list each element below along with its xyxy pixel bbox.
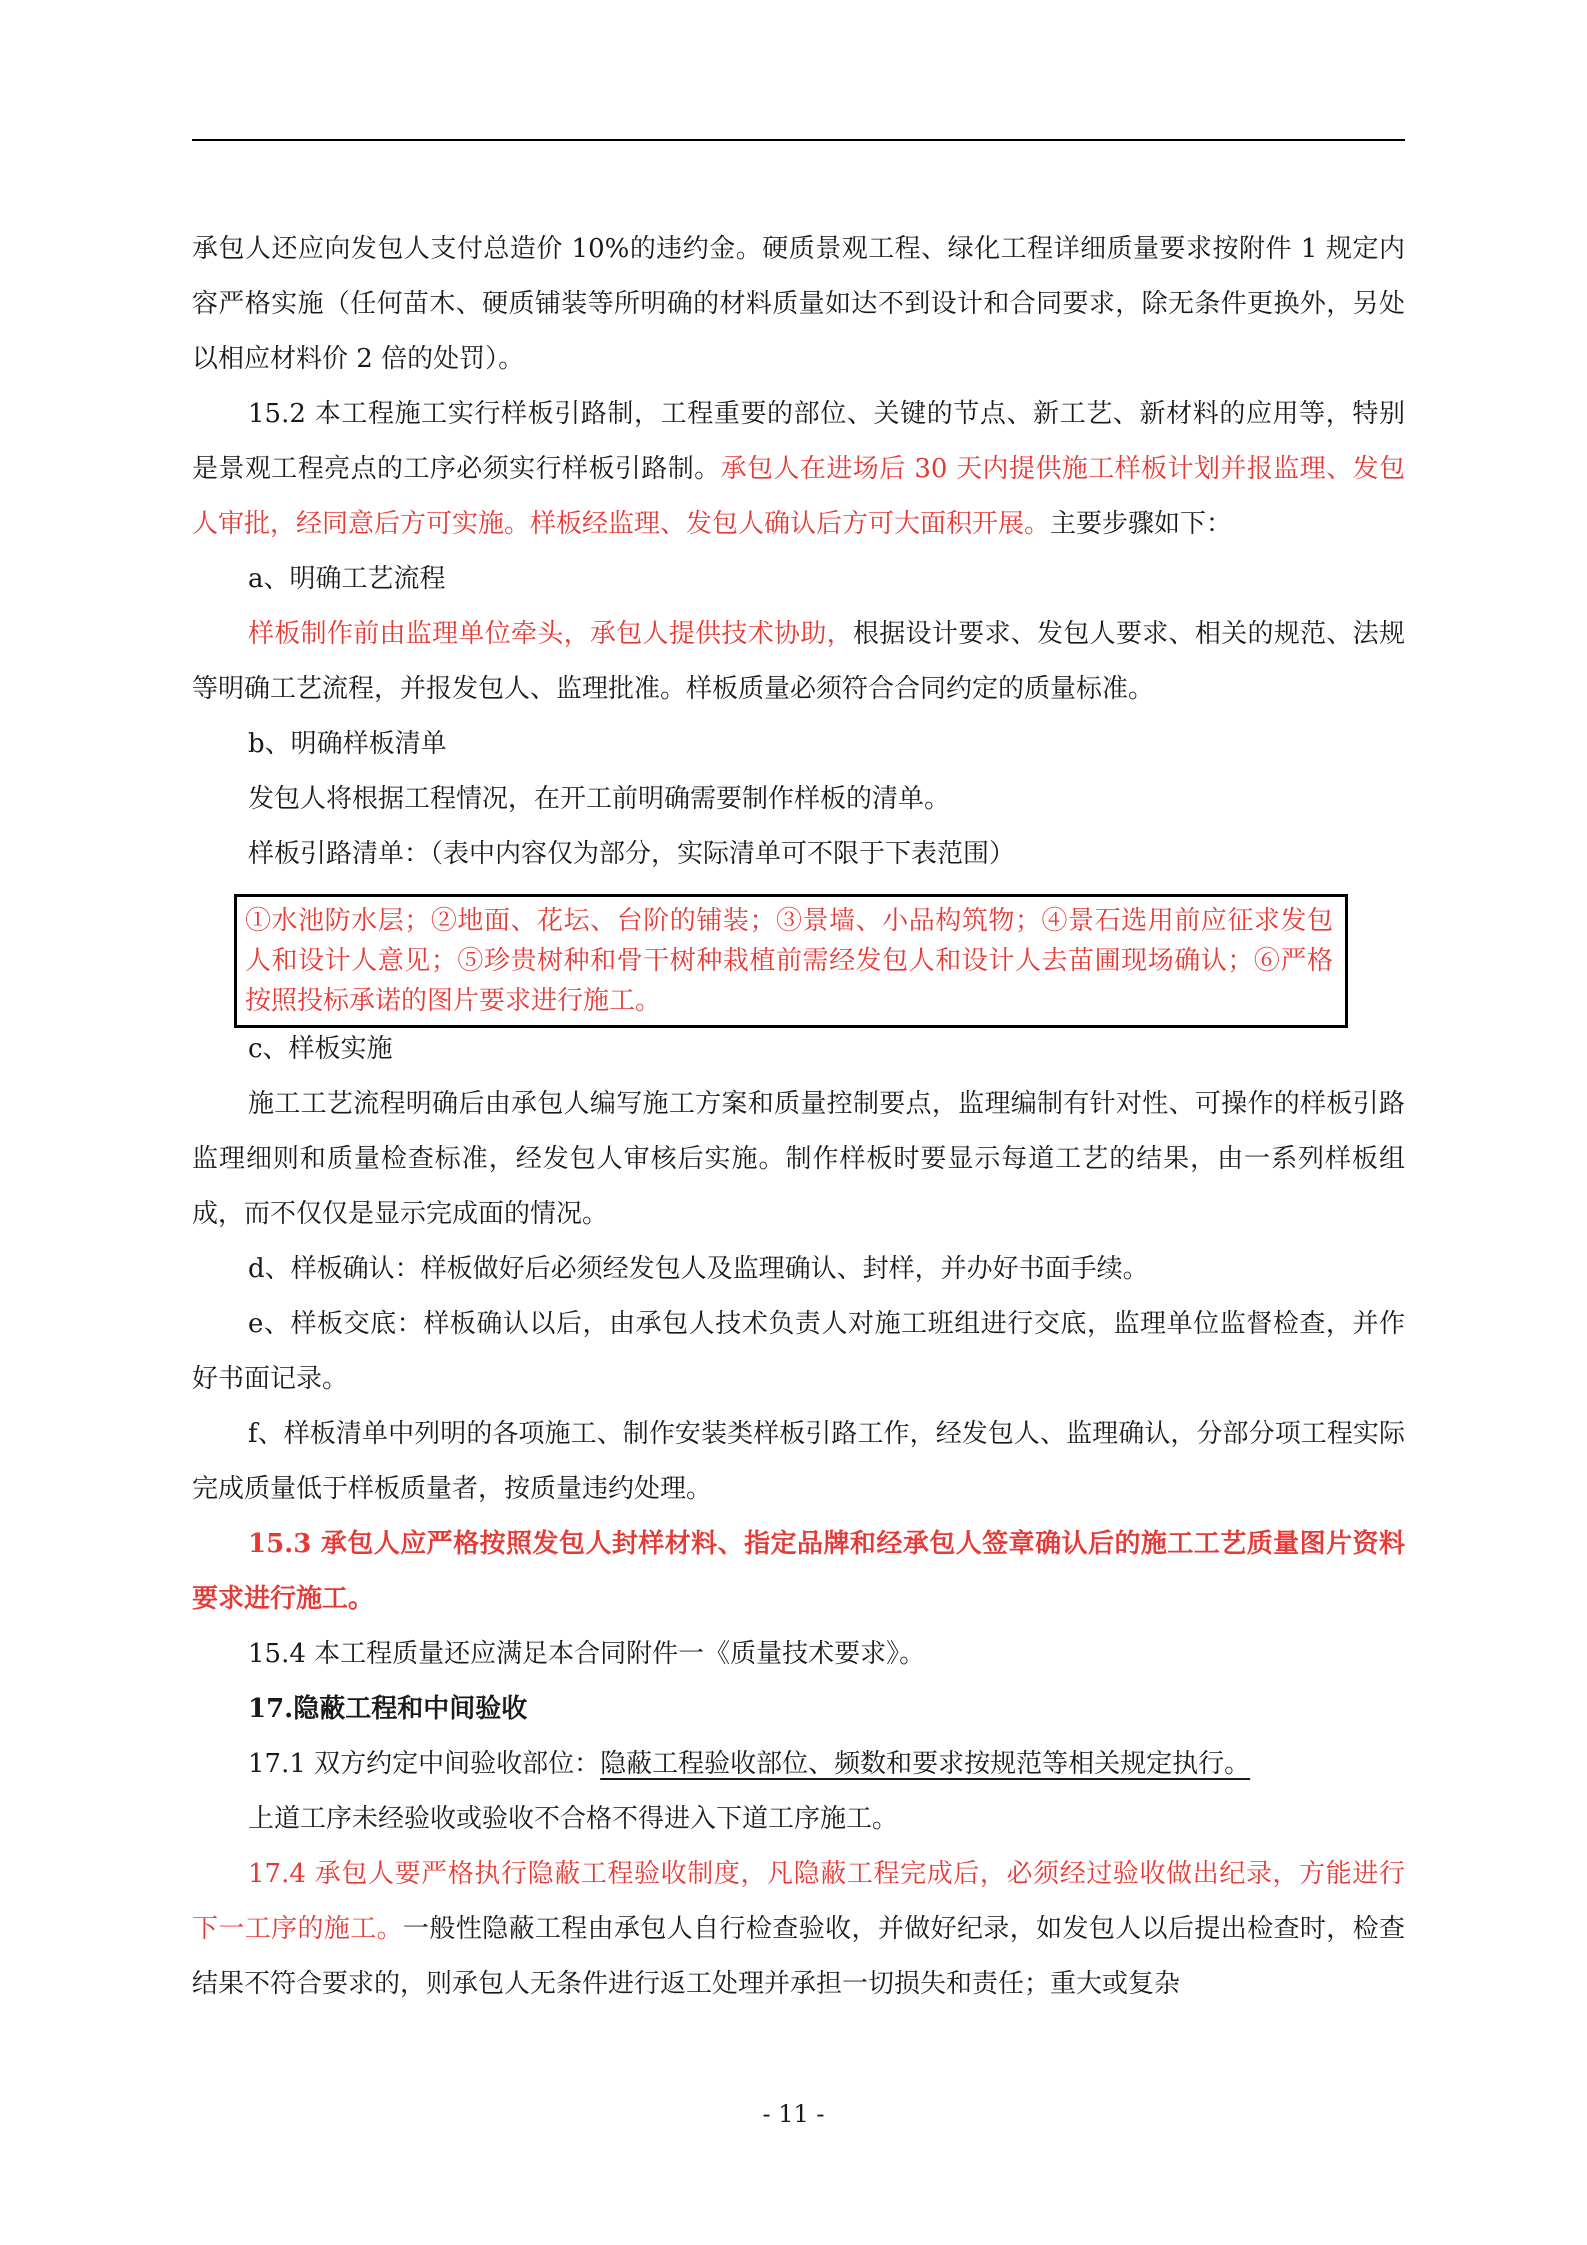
step-c-text: 施工工艺流程明确后由承包人编写施工方案和质量控制要点，监理编制有针对性、可操作的样板引路监理细则和质量检查标准，经发包人审核后实施。制作样板时要显示每道工艺的结果，由一系列样板组成，而不仅仅是显示完成面的情况。 [192, 1089, 1405, 1229]
clause-15-2-tail: 主要步骤如下： [1050, 509, 1233, 539]
clause-17-1-label: 17.1 双方约定中间验收部位： [248, 1749, 601, 1779]
clause-17-1 [192, 1737, 1405, 1792]
clause-17-4-emphasis: 17.4 承包人要严格执行隐蔽工程验收制度，凡隐蔽工程完成后，必须经过验收做出纪录，方能进行下一工序的施工。 [192, 1859, 1405, 1944]
step-b-text: 发包人将根据工程情况，在开工前明确需要制作样板的清单。 [248, 784, 951, 814]
step-b-heading: b、明确样板清单 [248, 729, 447, 759]
sample-list-box: ①水池防水层；②地面、花坛、台阶的铺装；③景墙、小品构筑物；④景石选用前应征求发包人和设计人意见；⑤珍贵树种和骨干树种栽植前需经发包人和设计人去苗圃现场确认；⑥严格按照投标承诺的图片要求进行施工。 [234, 894, 1348, 1028]
paragraph-penalty: 承包人还应向发包人支付总造价 10%的违约金。硬质景观工程、绿化工程详细质量要求按附件 1 规定内容严格实施（任何苗木、硬质铺装等所明确的材料质量如达不到设计和合同要求，除无条件更换外，另处以相应材料价 2 倍的处罚）。 [192, 234, 1405, 374]
step-a-emphasis: 样板制作前由监理单位牵头，承包人提供技术协助， [248, 619, 853, 649]
clause-15-2-text: 15.2 本工程施工实行样板引路制，工程重要的部位、关键的节点、新工艺、新材料的应用等，特别是景观工程亮点的工序必须实行样板引路制。 [192, 399, 1405, 484]
step-a-heading: a、明确工艺流程 [248, 564, 446, 594]
step-d-text: d、样板确认：样板做好后必须经发包人及监理确认、封样，并办好书面手续。 [248, 1254, 1149, 1284]
step-a-rest: 根据设计要求、发包人要求、相关的规范、法规等明确工艺流程，并报发包人、监理批准。样板质量必须符合合同约定的质量标准。 [192, 619, 1405, 704]
clause-15-3: 15.3 承包人应严格按照发包人封样材料、指定品牌和经承包人签章确认后的施工工艺质量图片资料要求进行施工。 [192, 1529, 1405, 1614]
clause-17-4-text: 一般性隐蔽工程由承包人自行检查验收，并做好纪录，如发包人以后提出检查时，检查结果不符合要求的，则承包人无条件进行返工处理并承担一切损失和责任；重大或复杂 [192, 1914, 1405, 1999]
step-a-text [192, 607, 1405, 717]
clause-15-4: 15.4 本工程质量还应满足本合同附件一《质量技术要求》。 [248, 1639, 926, 1669]
body-text [192, 222, 1405, 2012]
clause-15-2-emphasis: 承包人在进场后 30 天内提供施工样板计划并报监理、发包人审批，经同意后方可实施。样板经监理、发包人确认后方可大面积开展。 [192, 454, 1405, 539]
clause-17-1-value: 隐蔽工程验收部位、频数和要求按规范等相关规定执行。 [600, 1749, 1251, 1779]
sample-list-intro: 样板引路清单：（表中内容仅为部分，实际清单可不限于下表范围） [248, 839, 1016, 869]
header-rule [192, 139, 1405, 141]
step-f-text: f、样板清单中列明的各项施工、制作安装类样板引路工作，经发包人、监理确认，分部分项工程实际完成质量低于样板质量者，按质量违约处理。 [192, 1419, 1405, 1504]
step-c-heading: c、样板实施 [248, 1034, 393, 1064]
page-number: - 11 - [762, 2100, 825, 2128]
clause-17-1-note: 上道工序未经验收或验收不合格不得进入下道工序施工。 [248, 1804, 899, 1834]
section-17-heading: 17.隐蔽工程和中间验收 [248, 1694, 528, 1724]
clause-17-4 [192, 1847, 1405, 2012]
clause-15-2 [192, 387, 1405, 552]
step-e-text: e、样板交底：样板确认以后，由承包人技术负责人对施工班组进行交底，监理单位监督检查，并作好书面记录。 [192, 1309, 1405, 1394]
